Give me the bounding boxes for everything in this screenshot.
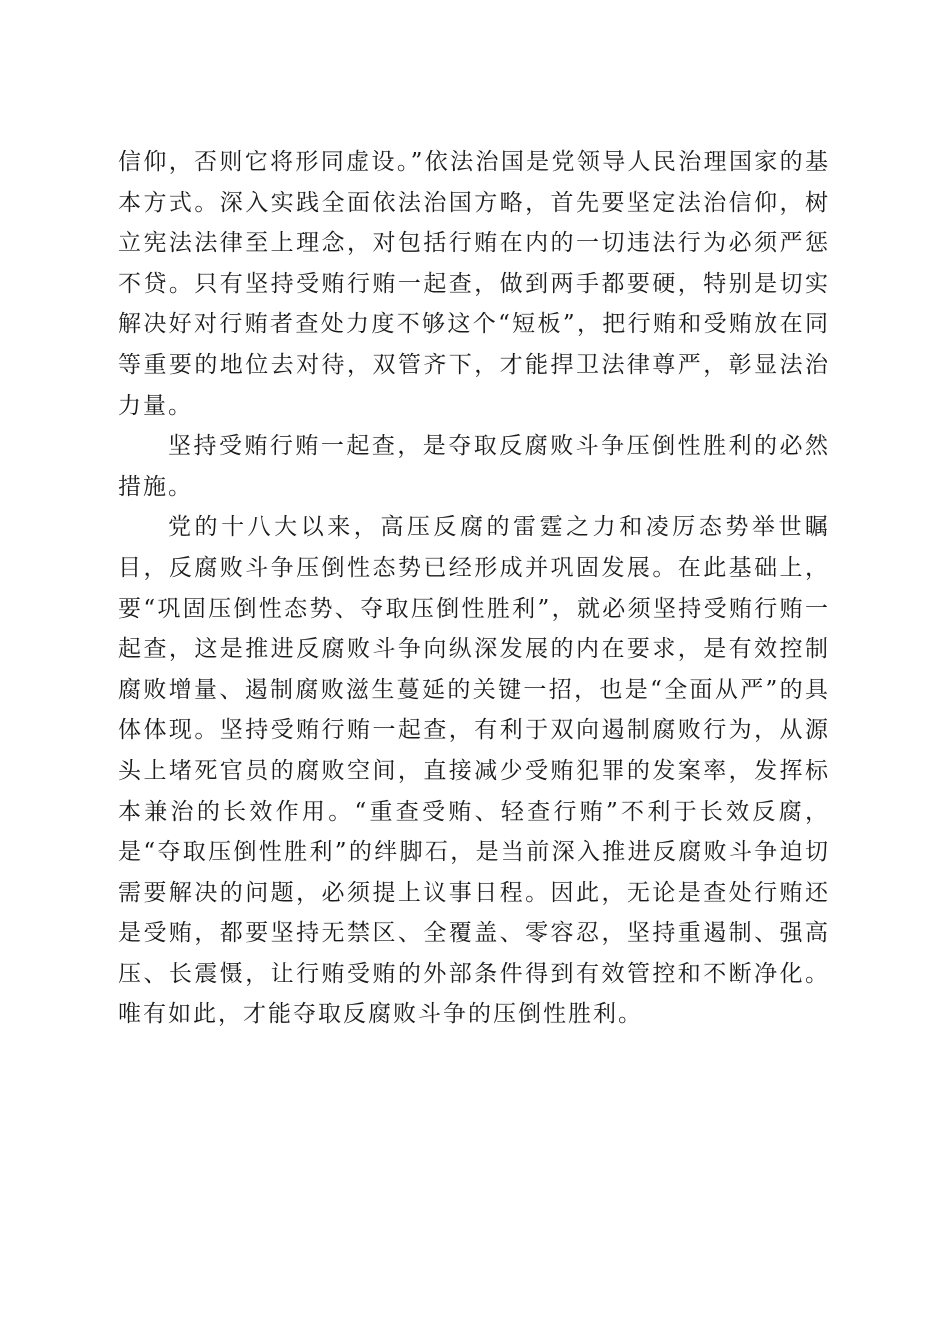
paragraph-main: 党的十八大以来，高压反腐的雷霆之力和凌厉态势举世瞩目，反腐败斗争压倒性态势已经形成并巩固发展。在此基础上，要“巩固压倒性态势、夺取压倒性胜利”，就必须坚持受贿行贿一起查，这是推进反腐败斗争向纵深发展的内在要求，是有效控制腐败增量、遏制腐败滋生蔓延的关键一招，也是“全面从严”的具体体现。坚持受贿行贿一起查，有利于双向遏制腐败行为，从源头上堵死官员的腐败空间，直接减少受贿犯罪的发案率，发挥标本兼治的长效作用。“重查受贿、轻查行贿”不利于长效反腐，是“夺取压倒性胜利”的绊脚石，是当前深入推进反腐败斗争迫切需要解决的问题，必须提上议事日程。因此，无论是查处行贿还是受贿，都要坚持无禁区、全覆盖、零容忍，坚持重遏制、强高压、长震慑，让行贿受贿的外部条件得到有效管控和不断净化。唯有如此，才能夺取反腐败斗争的压倒性胜利。 [118, 514, 830, 1028]
paragraph-heading-statement: 坚持受贿行贿一起查，是夺取反腐败斗争压倒性胜利的必然措施。 [118, 433, 830, 500]
document-body [118, 142, 830, 1035]
paragraph-continuation: 信仰，否则它将形同虚设。”依法治国是党领导人民治理国家的基本方式。深入实践全面依法治国方略，首先要坚定法治信仰，树立宪法法律至上理念，对包括行贿在内的一切违法行为必须严惩不贷。只有坚持受贿行贿一起查，做到两手都要硬，特别是切实解决好对行贿者查处力度不够这个“短板”，把行贿和受贿放在同等重要的地位去对待，双管齐下，才能捍卫法律尊严，彰显法治力量。 [118, 149, 830, 419]
